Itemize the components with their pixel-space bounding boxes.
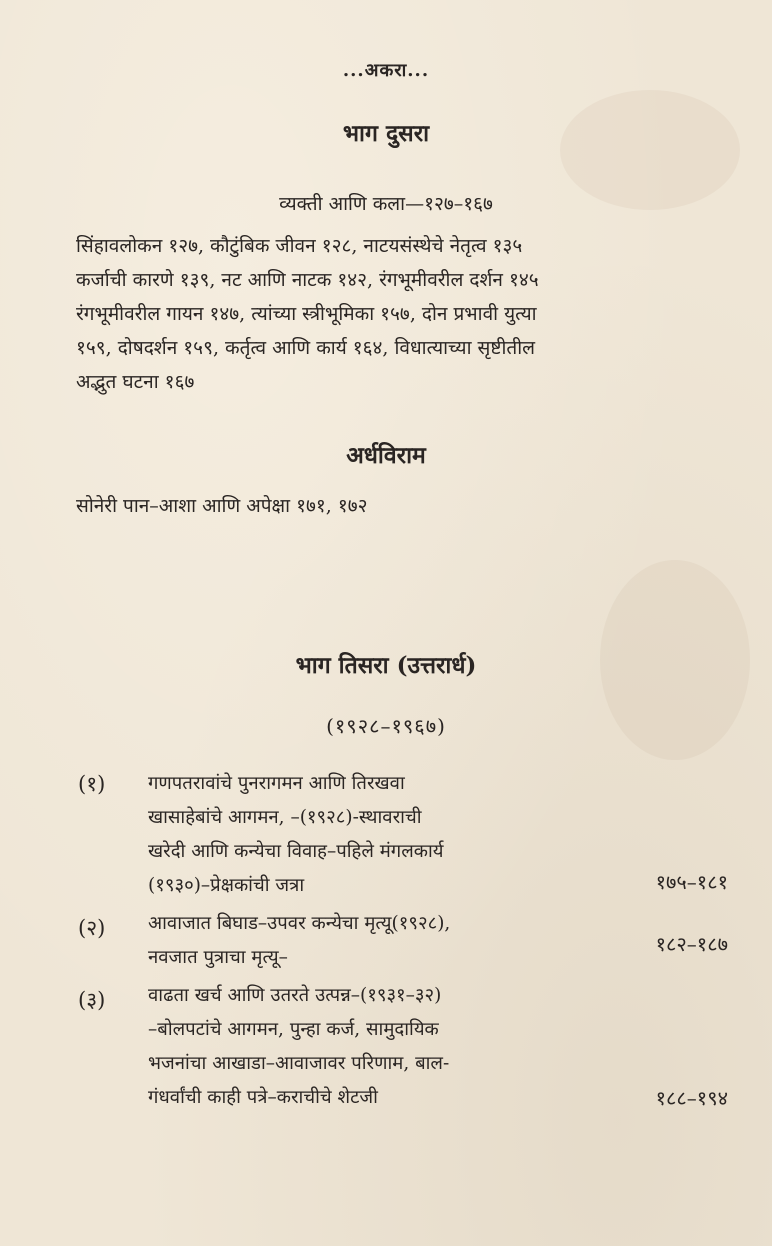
interlude-heading: अर्धविराम <box>346 442 426 469</box>
paragraph-line: रंगभूमीवरील गायन १४७, त्यांच्या स्त्रीभूमिका १५७, दोन प्रभावी युत्या <box>76 303 537 325</box>
page-header: ...अकरा... <box>342 60 430 81</box>
entry-line: खासाहेबांचे आगमन, –(१९२८)-स्थावराची <box>148 807 422 828</box>
entry-page-range: १८२–१८७ <box>655 932 728 956</box>
interlude-line: सोनेरी पान–आशा आणि अपेक्षा १७१, १७२ <box>76 495 368 517</box>
year-range: (१९२८–१९६७) <box>326 714 446 738</box>
entry-line: –बोलपटांचे आगमन, पुन्हा कर्ज, सामुदायिक <box>148 1019 439 1040</box>
entry-line: भजनांचा आखाडा–आवाजावर परिणाम, बाल- <box>148 1053 450 1074</box>
entry-line: (१९३०)–प्रेक्षकांची जत्रा <box>148 875 305 896</box>
entry-number: (२) <box>78 916 106 940</box>
paragraph-line: १५९, दोषदर्शन १५९, कर्तृत्व आणि कार्य १६४, विधात्याच्या सृष्टीतील <box>76 337 536 359</box>
paragraph-line: सिंहावलोकन १२७, कौटुंबिक जीवन १२८, नाटयसंस्थेचे नेतृत्व १३५ <box>76 235 523 257</box>
section-heading: भाग दुसरा <box>342 120 430 147</box>
entry-line: आवाजात बिघाड–उपवर कन्येचा मृत्यू(१९२८), <box>148 913 451 934</box>
entry-line: नवजात पुत्राचा मृत्यू– <box>148 947 288 968</box>
entry-page-range: १८८–१९४ <box>655 1086 728 1110</box>
paragraph-line: अद्भुत घटना १६७ <box>76 371 195 393</box>
entry-line: गणपतरावांचे पुनरागमन आणि तिरखवा <box>148 773 405 794</box>
entry-line: गंधर्वांची काही पत्रे–कराचीचे शेटजी <box>148 1087 378 1108</box>
entry-page-range: १७५–१८१ <box>655 870 728 894</box>
entry-number: (३) <box>78 988 106 1012</box>
section-subheading: व्यक्ती आणि कला—१२७–१६७ <box>279 193 493 215</box>
entry-number: (१) <box>78 772 106 796</box>
entry-line: वाढता खर्च आणि उतरते उत्पन्न–(१९३१–३२) <box>148 985 442 1006</box>
entry-line: खरेदी आणि कन्येचा विवाह–पहिले मंगलकार्य <box>148 841 444 862</box>
section-heading: भाग तिसरा (उत्तरार्ध) <box>295 652 477 679</box>
paragraph-line: कर्जाची कारणे १३९, नट आणि नाटक १४२, रंगभूमीवरील दर्शन १४५ <box>76 269 539 291</box>
